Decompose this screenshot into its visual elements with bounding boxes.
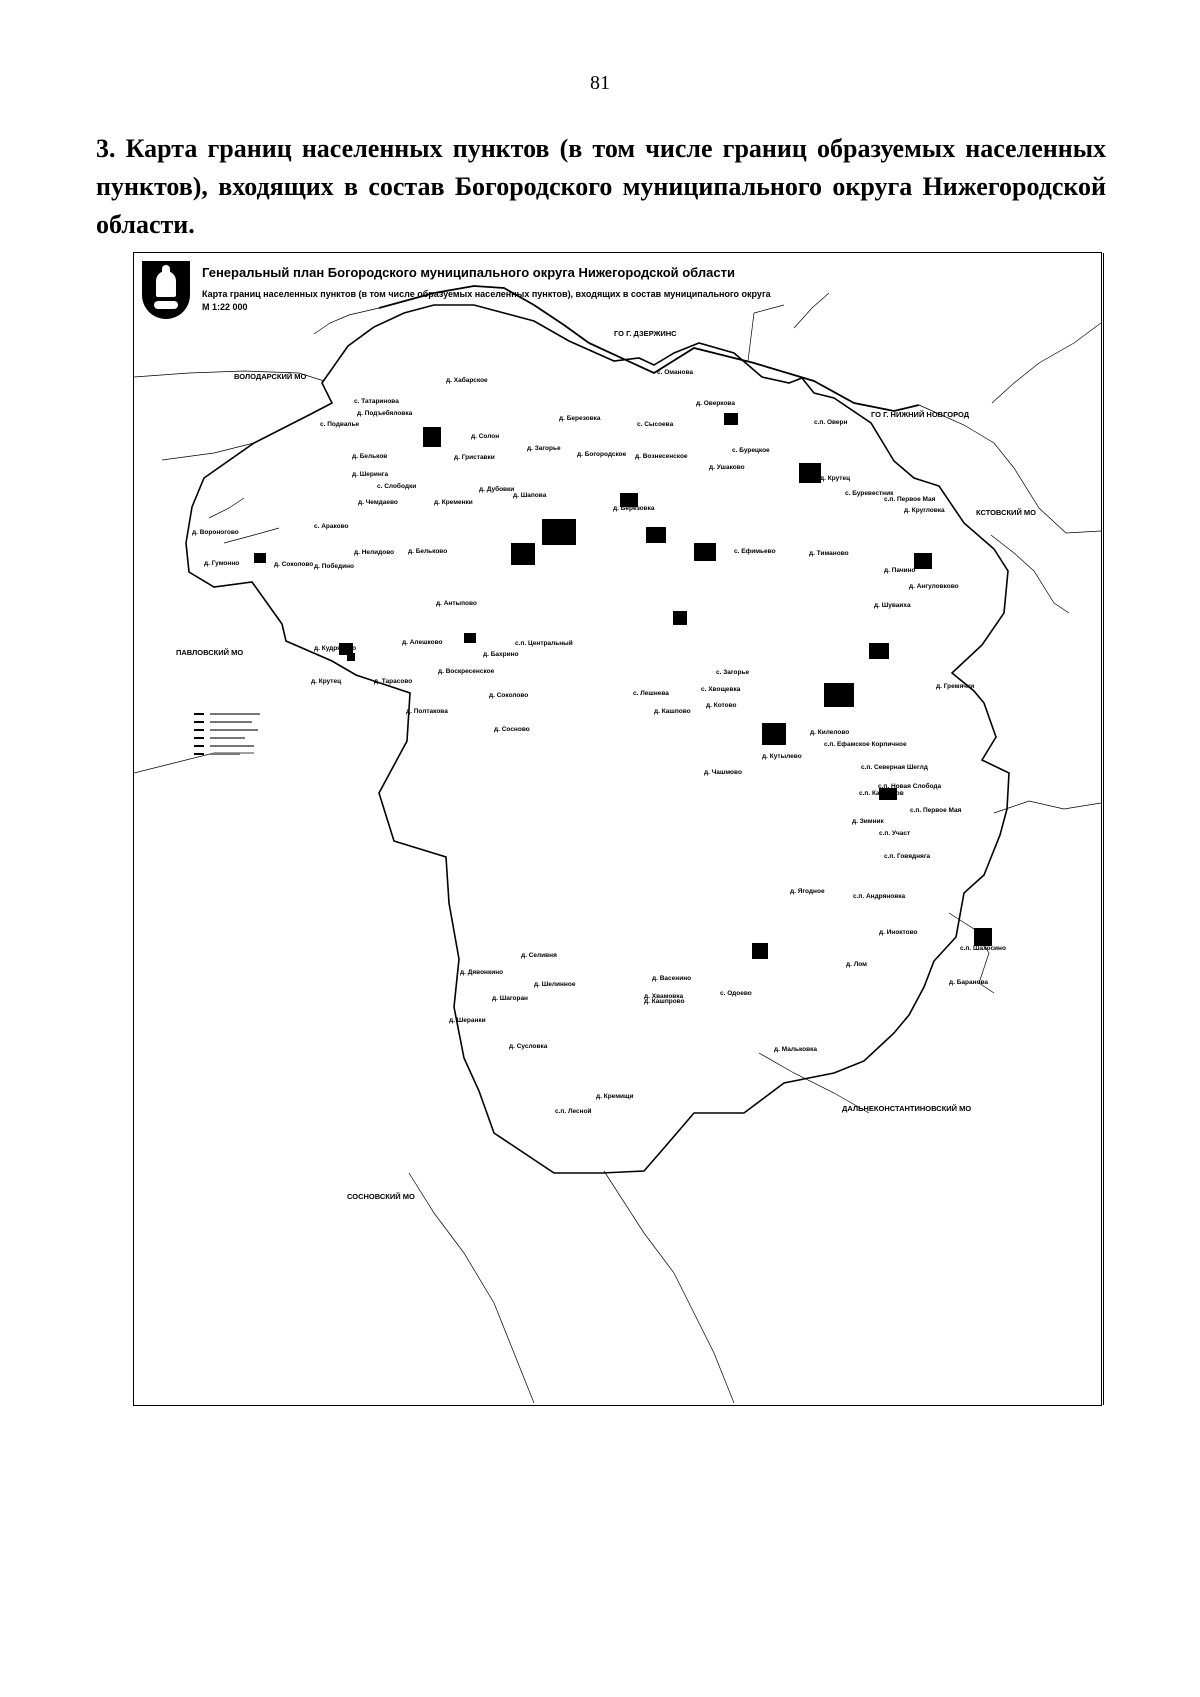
settlement-label: д. Гремячки [936,683,975,690]
settlement-label: д. Гумонно [204,560,240,567]
settlement-label: д. Хабарское [446,377,488,384]
settlement-label: д. Победино [314,563,355,570]
settlement-label: с.п. Оверн [814,419,848,426]
region-label-kstovsky: КСТОВСКИЙ МО [976,508,1037,517]
map-header [142,261,1042,321]
settlement-label: д. Солон [471,433,500,440]
document-heading: 3. Карта границ населенных пунктов (в том числе границ образуемых населенных пунктов), входящих в состав Богородского муниципального округа Нижегородской области. [96,134,1106,239]
map-subtitle: Карта границ населенных пунктов (в том числе образуемых населенных пунктов), входящих в состав муниципального округа [202,289,771,299]
settlement-label: д. Зимник [852,818,884,825]
settlement-label: д. Кремищи [596,1093,634,1100]
settlement-label: д. Соколово [489,692,529,699]
settlement-label: с.п. Ефамское Корпичное [824,741,907,748]
settlement-label: с.п. Лесной [555,1108,592,1115]
settlement-label: д. Шеринга [352,471,389,478]
settlement-label: с.п. Северная Шеглд [861,764,928,771]
settlement-label: д. Загорье [527,445,561,452]
settlement-label: д. Тиманово [809,550,849,557]
settlement-label: д. Чемдаево [358,499,398,506]
settlement-label: с. Татаринова [354,398,399,405]
settlement-label: д. Гриставки [454,454,495,461]
settlement-label: с.п. Говядняга [884,853,931,860]
map-title: Генеральный план Богородского муниципального округа Нижегородской области [202,265,735,280]
settlement-label: д. Шагоран [492,995,528,1002]
settlement-label: д. Васенино [652,975,692,982]
settlement-label: д. Бельков [352,453,388,460]
settlement-label: д. Хвамовка [644,993,684,1000]
settlement-label: с. Ефимьево [734,548,776,555]
settlement-label: д. Чашмово [704,769,742,776]
settlement-label: д. Тарасово [374,678,413,685]
settlement-label: д. Кругловка [904,507,945,514]
settlement-label: д. Вознесенское [635,453,688,460]
region-label-sosnovsky: СОСНОВСКИЙ МО [347,1192,415,1201]
settlement-label: с. Лешнева [633,690,669,697]
region-label-nizhny: ГО Г. НИЖНИЙ НОВГОРОД [871,410,970,419]
settlement-label: д. Березовка [613,505,655,512]
settlement-label: д. Полтакова [406,708,448,715]
region-label-pavlovsky: ПАВЛОВСКИЙ МО [176,648,244,657]
settlement-label: с.п. Участ [879,830,911,837]
settlement-label: д. Крутец [820,475,851,482]
settlement-label: с. Араково [314,523,349,530]
settlement-label: с.п. Шахосино [960,945,1006,952]
settlement-label: д. Крутец [311,678,342,685]
page-number: 81 [590,72,610,94]
settlement-label: с. Оманова [657,369,694,376]
settlement-label: с. Загорье [716,669,750,676]
settlement-label: с. Сысоева [637,421,674,428]
settlement-label: д. Ушаково [709,464,745,471]
settlement-label: д. Алешково [402,639,443,646]
settlement-label: д. Шелинное [534,981,576,988]
settlement-label: д. Килелово [810,729,850,736]
boundary-map [134,253,1101,1405]
settlement-label: д. Кашпрово [644,998,685,1005]
settlement-label: с. Буревестник [845,490,894,497]
settlement-label: с. Хвощевка [701,686,741,693]
settlement-label: д. Нелидово [354,549,395,556]
settlement-label: с.п. Андряновка [853,893,906,900]
settlement-label: д. Бельково [408,548,448,555]
map-scale: М 1:22 000 [202,302,248,312]
settlement-label: д. Лом [846,961,867,968]
region-label-dalnekonstantinovsky: ДАЛЬНЕКОНСТАНТИНОВСКИЙ МО [842,1104,972,1113]
settlement-label: с.п. Кашенков [859,790,904,797]
settlement-label: д. Мальковка [774,1046,817,1053]
settlement-label: с. Бурецкое [732,447,770,454]
settlement-label: д. Антыпово [436,600,477,607]
settlement-label: д. Шапова [513,492,547,499]
settlement-label: с. Подвалье [320,421,360,428]
settlement-label: д. Ягодное [790,888,825,895]
settlement-label: д. Дявонкино [460,969,504,976]
settlement-label: д. Бахрино [483,651,519,658]
settlement-label: д. Богородское [577,451,627,458]
settlement-label: д. Ангуловково [909,583,959,590]
settlement-label: с. Одоево [720,990,752,997]
settlement-label: д. Баранова [949,979,989,986]
settlement-label: д. Шеранки [449,1017,486,1024]
settlement-label: с.п. Новая Слобода [878,783,942,790]
settlement-label: д. Дубовки [479,486,515,493]
settlement-label: д. Вороногово [192,529,239,536]
settlement-label: с. Слободки [377,483,417,490]
settlement-label: д. Соколово [274,561,314,568]
map-frame [133,252,1102,1406]
coat-of-arms-icon [142,261,190,319]
settlement-label: д. Кудрякино [314,645,357,652]
map-legend [194,713,274,783]
settlement-label: д. Березовка [559,415,601,422]
settlement-label: д. Сусловка [509,1043,548,1050]
settlement-label: д. Шуваиха [874,602,911,609]
settlement-label: д. Сосново [494,726,530,733]
settlement-label: с.п. Центральный [515,640,573,647]
settlement-label: д. Кутылево [762,753,802,760]
settlement-label: д. Пачино [884,567,916,574]
region-label-dzerzhinsk: ГО Г. ДЗЕРЖИНС [614,329,677,338]
settlement-label: д. Кременки [434,499,473,506]
settlement-label: д. Оверкова [696,400,735,407]
settlement-label: д. Кашпово [654,708,691,715]
settlement-label: д. Иноктово [879,929,918,936]
settlement-label: д. Подъебяловка [357,410,413,417]
region-label-volodarsky: ВОЛОДАРСКИЙ МО [234,372,307,381]
settlement-label: д. Селивня [521,952,557,959]
settlement-label: с.п. Первое Мая [884,496,936,503]
settlement-label: с.п. Первое Мая [910,807,962,814]
settlement-label: д. Котово [706,702,737,709]
settlement-label: д. Воскресенское [438,668,495,675]
